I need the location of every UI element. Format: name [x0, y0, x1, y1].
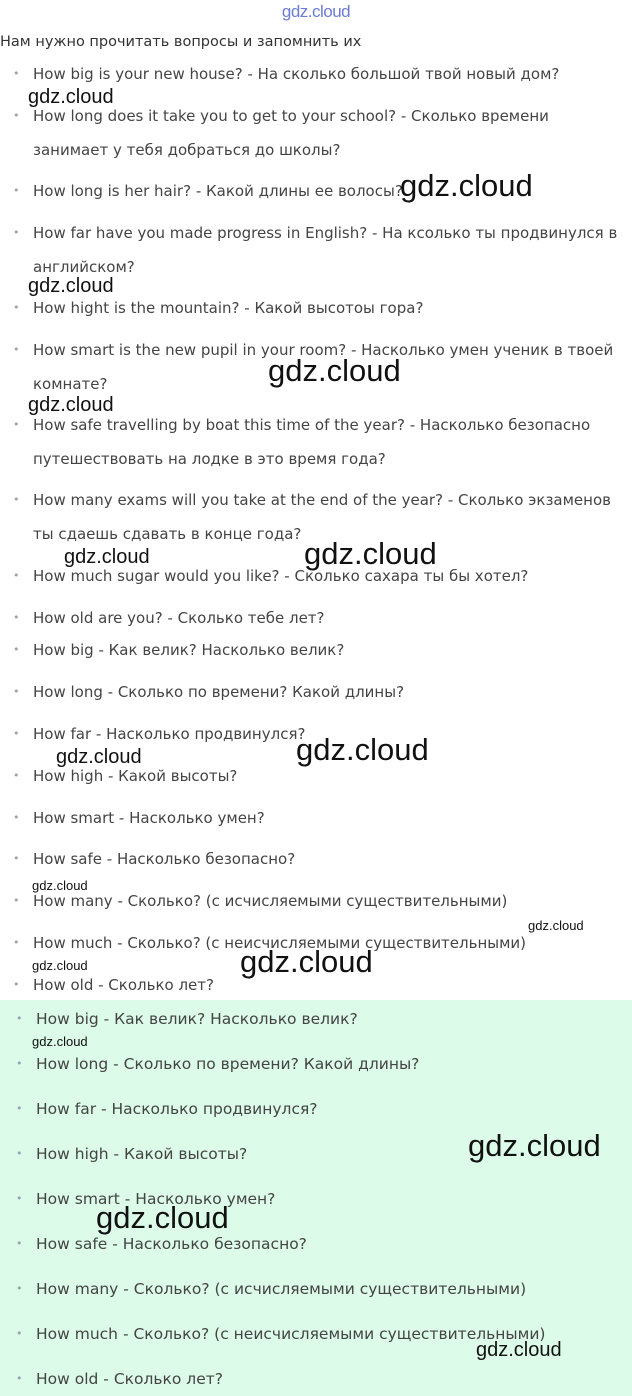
- list-item: • How far have you made progress in English? - На ксолько ты продвинулся в английском?: [33, 216, 623, 284]
- vocab-item: • How old - Сколько лет?: [33, 968, 623, 1002]
- vocab-item: • How far - Насколько продвинулся?: [33, 717, 623, 751]
- watermark: gdz.cloud: [28, 275, 114, 297]
- brand-header: gdz.cloud: [281, 2, 351, 21]
- list-item: • How old are you? - Сколько тебе лет?: [33, 601, 623, 635]
- list-item: • How many exams will you take at the end of the year? - Сколько экзаменов ты сдаешь сдавать в конце года?: [33, 483, 623, 551]
- vocab-item: • How big - Как велик? Насколько велик?: [33, 633, 623, 667]
- watermark: gdz.cloud: [64, 546, 150, 568]
- vocab-item: • How smart - Насколько умен?: [33, 801, 623, 835]
- highlight-item: • How big - Как велик? Насколько велик?: [36, 1004, 626, 1034]
- list-item: • How smart is the new pupil in your room? - Насколько умен ученик в твоей комнате?: [33, 333, 623, 401]
- watermark: gdz.cloud: [468, 1128, 601, 1163]
- list-item: • How long is her hair? - Какой длины ее волосы?: [33, 174, 623, 208]
- vocab-item: • How many - Сколько? (с исчисляемыми существительными): [33, 884, 623, 918]
- highlight-item: • How much - Сколько? (с неисчисляемыми существительными): [36, 1319, 626, 1349]
- vocab-item: • How long - Сколько по времени? Какой длины?: [33, 675, 623, 709]
- watermark: gdz.cloud: [32, 958, 88, 973]
- vocab-item: • How high - Какой высоты?: [33, 759, 623, 793]
- vocab-item: • How safe - Насколько безопасно?: [33, 842, 623, 876]
- watermark: gdz.cloud: [56, 746, 142, 768]
- list-item: • How much sugar would you like? - Сколько сахара ты бы хотел?: [33, 559, 623, 593]
- list-item: • How big is your new house? - На сколько большой твой новый дом?: [33, 57, 623, 91]
- highlight-item: • How far - Насколько продвинулся?: [36, 1094, 626, 1124]
- watermark: gdz.cloud: [96, 1200, 229, 1235]
- highlight-item: • How safe - Насколько безопасно?: [36, 1229, 626, 1259]
- watermark: gdz.cloud: [304, 536, 437, 571]
- watermark: gdz.cloud: [476, 1339, 562, 1361]
- watermark: gdz.cloud: [28, 394, 114, 416]
- list-item: • How hight is the mountain? - Какой высотоы гора?: [33, 291, 623, 325]
- watermark: gdz.cloud: [268, 353, 401, 388]
- list-item: • How long does it take you to get to your school? - Сколько времени занимает у тебя добраться до школы?: [33, 99, 623, 167]
- watermark: gdz.cloud: [528, 918, 584, 933]
- intro-text: Нам нужно прочитать вопросы и запомнить их: [0, 34, 362, 50]
- watermark: gdz.cloud: [32, 878, 88, 893]
- highlight-item: • How high - Какой высоты?: [36, 1139, 626, 1169]
- watermark: gdz.cloud: [400, 168, 533, 203]
- highlight-item: • How many - Сколько? (с исчисляемыми существительными): [36, 1274, 626, 1304]
- watermark: gdz.cloud: [28, 86, 114, 108]
- highlight-item: • How long - Сколько по времени? Какой длины?: [36, 1049, 626, 1079]
- watermark: gdz.cloud: [296, 732, 429, 767]
- highlight-item: • How smart - Насколько умен?: [36, 1184, 626, 1214]
- watermark: gdz.cloud: [32, 1034, 88, 1049]
- highlight-item: • How old - Сколько лет?: [36, 1364, 626, 1394]
- watermark: gdz.cloud: [240, 944, 373, 979]
- vocab-item: • How much - Сколько? (с неисчисляемыми существительными): [33, 926, 623, 960]
- list-item: • How safe travelling by boat this time of the year? - Насколько безопасно путешествовать на лодке в это время года?: [33, 408, 623, 476]
